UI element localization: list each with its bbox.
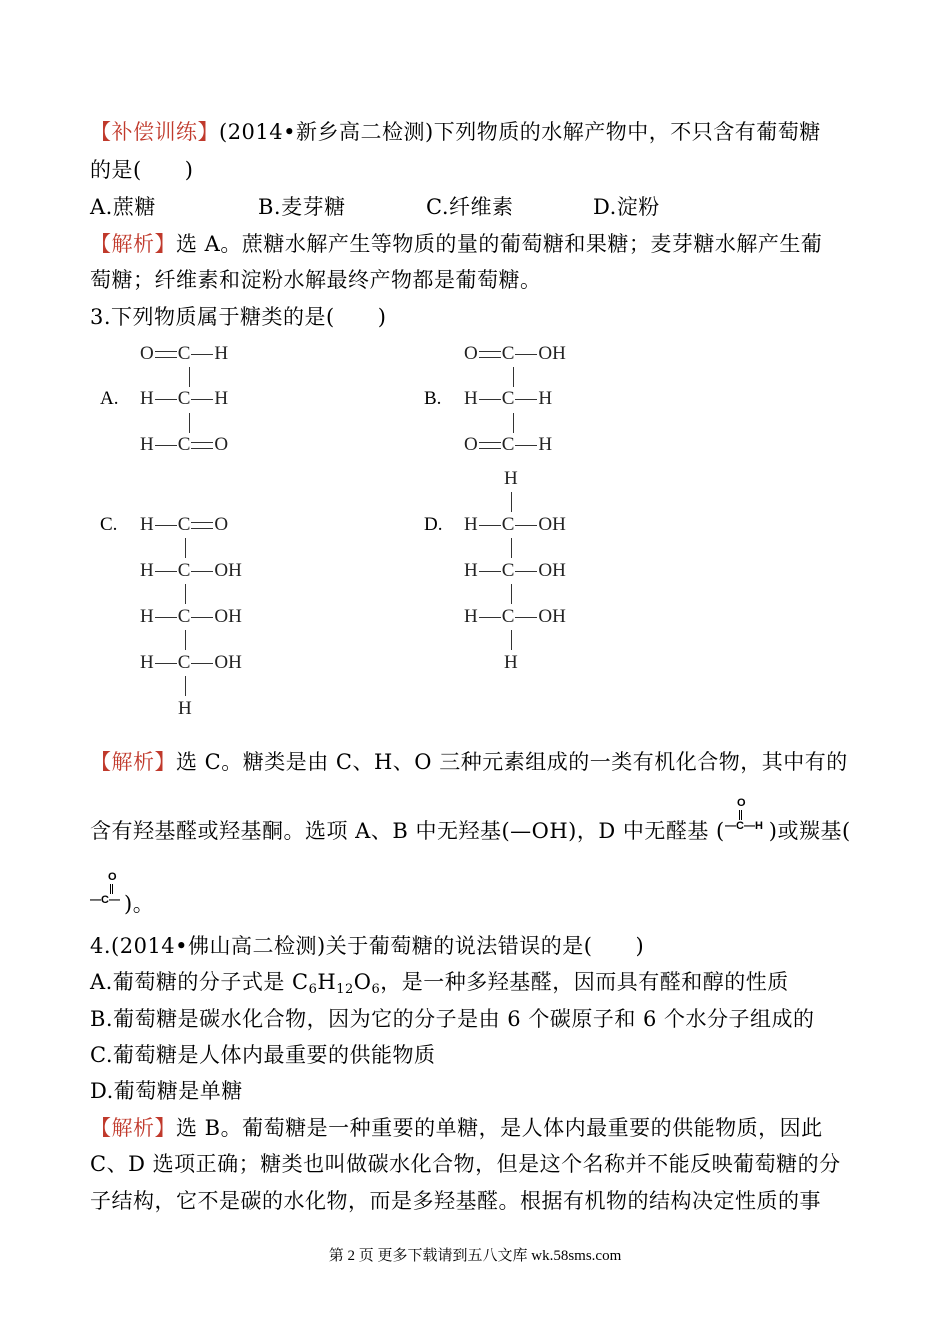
structure-b-label: B.: [424, 388, 442, 409]
q3-analysis-line2: 含有羟基醛或羟基酮。选项 A、B 中无羟基(—OH)，D 中无醛基 ( )或羰基(: [90, 819, 851, 843]
q4-stem: 4.(2014•佛山高二检测)关于葡萄糖的说法错误的是( ): [90, 934, 645, 958]
q4-option-b: B.葡萄糖是碳水化合物，因为它的分子是由 6 个碳原子和 6 个水分子组成的: [90, 1007, 815, 1031]
q4-option-a: A.葡萄糖的分子式是 $C_6H_{12}O_6$，是一种多羟基醛，因而具有醛和醇的性质: [90, 970, 789, 997]
q3-analysis-line3: )。: [124, 892, 155, 916]
q4-analysis-line3: 子结构，它不是碳的水化物，而是多羟基醛。根据有机物的结构决定性质的事: [90, 1189, 821, 1213]
comp-analysis-line1: 【解析】选 A。蔗糖水解产生等物质的量的葡萄糖和果糖；麦芽糖水解产生葡: [90, 232, 823, 256]
q4-analysis-line2: C、D 选项正确；糖类也叫做碳水化合物，但是这个名称并不能反映葡萄糖的分: [90, 1152, 841, 1176]
comp-analysis-line2: 萄糖；纤维素和淀粉水解最终产物都是葡萄糖。: [90, 268, 542, 292]
comp-question-line1: 【补偿训练】(2014•新乡高二检测)下列物质的水解产物中，不只含有葡萄糖: [90, 120, 821, 144]
comp-tag: 【补偿训练】: [90, 120, 219, 144]
q4-option-d: D.葡萄糖是单糖: [90, 1079, 243, 1103]
q4-analysis-line1: 【解析】选 B。葡萄糖是一种重要的单糖，是人体内最重要的供能物质，因此: [90, 1116, 823, 1140]
q4-option-c: C.葡萄糖是人体内最重要的供能物质: [90, 1043, 436, 1067]
comp-option-b: B.麦芽糖: [258, 195, 346, 219]
structure-d-label: D.: [424, 514, 443, 535]
structure-a-label: A.: [100, 388, 119, 409]
q3-stem: 3.下列物质属于糖类的是( ): [90, 305, 387, 329]
page-footer: 第 2 页 更多下载请到五八文库 wk.58sms.com: [328, 1248, 622, 1264]
comp-option-c: C.纤维素: [426, 195, 514, 219]
comp-question-line2: 的是( ): [90, 158, 194, 182]
structure-c-label: C.: [100, 514, 118, 535]
comp-option-a: A.蔗糖: [90, 195, 156, 219]
q3-analysis-line1: 【解析】选 C。糖类是由 C、H、O 三种元素组成的一类有机化合物，其中有的: [90, 750, 848, 774]
comp-option-d: D.淀粉: [593, 195, 660, 219]
